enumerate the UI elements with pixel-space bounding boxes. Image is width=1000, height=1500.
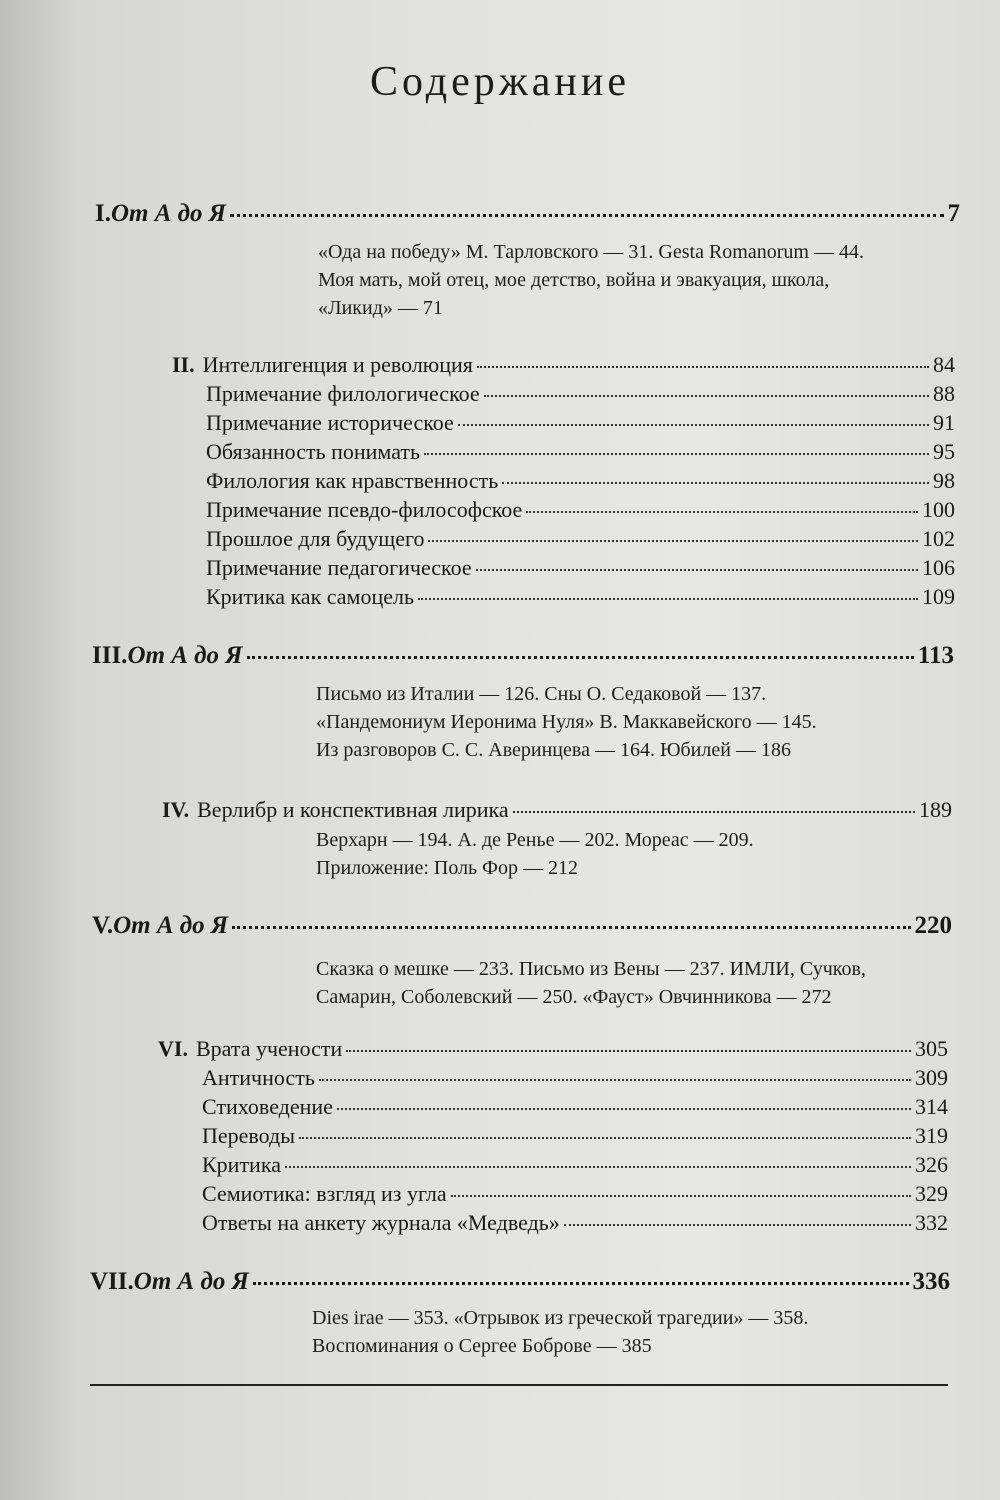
toc-entry (202, 1094, 948, 1120)
page-number: 7 (947, 200, 960, 227)
dot-leader (428, 540, 918, 542)
part-title: От А до Я (110, 200, 227, 227)
dot-leader (424, 453, 929, 455)
chapter-4-notes (316, 826, 754, 882)
entry-title: Прошлое для будущего (206, 526, 425, 551)
note-line: Приложение: Поль Фор — 212 (316, 857, 578, 879)
note-line: Сказка о мешке — 233. Письмо из Вены — 237. ИМЛИ, Сучков, (316, 958, 866, 980)
toc-entry (206, 526, 955, 552)
toc-entry (206, 410, 955, 436)
entry-title: Семиотика: взгляд из угла (202, 1181, 447, 1206)
page-number: 98 (933, 468, 955, 493)
page-number: 305 (915, 1036, 948, 1061)
page-number: 332 (915, 1210, 948, 1235)
page-number: 326 (915, 1152, 948, 1177)
chapter-title: Верлибр и конспективная лирика (197, 797, 509, 822)
page-number: 113 (917, 642, 954, 669)
part-number: VII. (90, 1268, 134, 1295)
part-title: От А до Я (133, 1268, 249, 1295)
part-title: От А до Я (113, 912, 229, 939)
chapter-number: VI. (158, 1036, 188, 1061)
part-number: I. (95, 200, 111, 227)
dot-leader (337, 1108, 911, 1110)
chapter-title: Интеллигенция и революция (202, 352, 473, 377)
chapter-title: Врата учености (195, 1036, 343, 1061)
dot-leader (484, 395, 929, 397)
note-line: Самарин, Соболевский — 250. «Фауст» Овчинникова — 272 (316, 986, 832, 1008)
page-number: 314 (915, 1094, 948, 1119)
toc-entry (206, 381, 955, 407)
entry-title: Примечание псевдо-философское (206, 497, 523, 522)
page-number: 329 (915, 1181, 948, 1206)
note-line: «Ликид» — 71 (318, 297, 443, 319)
dot-leader (285, 1166, 911, 1168)
toc-entry (206, 555, 955, 581)
dot-leader (526, 511, 918, 513)
dot-leader (230, 214, 943, 217)
dot-leader (232, 926, 910, 929)
note-line: Из разговоров С. С. Аверинцева — 164. Юбилей — 186 (316, 739, 791, 761)
dot-leader (502, 482, 929, 484)
dot-leader (299, 1137, 911, 1139)
toc-entry (202, 1181, 948, 1207)
dot-leader (476, 569, 918, 571)
entry-title: Критика (202, 1152, 281, 1177)
toc-chapter-6 (158, 1036, 948, 1062)
toc-entry (202, 1210, 948, 1236)
toc-entry (206, 468, 955, 494)
toc-entry (206, 439, 955, 465)
toc-chapter-4 (162, 797, 952, 823)
note-line: Воспоминания о Сергее Боброве — 385 (312, 1335, 652, 1357)
part-number: III. (92, 642, 128, 669)
dot-leader (451, 1195, 911, 1197)
note-line: Письмо из Италии — 126. Сны О. Седаковой — 137. (316, 683, 767, 705)
toc-entry (206, 497, 955, 523)
page-number: 109 (922, 584, 955, 609)
entry-title: Критика как самоцель (206, 584, 415, 609)
page-number: 106 (922, 555, 955, 580)
entry-title: Примечание педагогическое (206, 555, 472, 580)
note-line: «Пандемониум Иеронима Нуля» В. Маккавейского — 145. (316, 711, 817, 733)
toc-part-5 (92, 912, 952, 940)
note-line: «Ода на победу» М. Тарловского — 31. Gesta Romanorum — 44. (318, 241, 864, 263)
dot-leader (346, 1050, 911, 1052)
toc-entry (202, 1065, 948, 1091)
page-title: Содержание (369, 59, 631, 105)
dot-leader (477, 366, 929, 368)
note-line: Верхарн — 194. А. де Ренье — 202. Мореас — 209. (316, 829, 754, 851)
page-number: 102 (922, 526, 955, 551)
part-3-notes (316, 680, 817, 764)
dot-leader (458, 424, 929, 426)
dot-leader (253, 1282, 909, 1285)
entry-title: Переводы (202, 1123, 295, 1148)
part-1-notes (318, 238, 864, 322)
entry-title: Ответы на анкету журнала «Медведь» (202, 1210, 560, 1235)
bottom-rule (90, 1384, 948, 1386)
entry-title: Примечание историческое (206, 410, 454, 435)
part-number: V. (92, 912, 114, 939)
toc-entry (206, 584, 955, 610)
page-number: 88 (933, 381, 955, 406)
dot-leader (418, 598, 918, 600)
toc-part-7 (90, 1268, 950, 1296)
dot-leader (319, 1079, 911, 1081)
toc-part-1 (95, 200, 960, 228)
entry-title: Античность (202, 1065, 315, 1090)
part-7-notes (312, 1304, 808, 1360)
entry-title: Примечание филологическое (206, 381, 480, 406)
page-number: 189 (919, 797, 952, 822)
dot-leader (564, 1224, 911, 1226)
toc-chapter-2 (172, 352, 955, 378)
dot-leader (513, 811, 915, 813)
entry-title: Стиховедение (202, 1094, 333, 1119)
page-number: 100 (922, 497, 955, 522)
page-number: 319 (915, 1123, 948, 1148)
toc-entry (202, 1123, 948, 1149)
dot-leader (247, 656, 914, 659)
entry-title: Филология как нравственность (206, 468, 499, 493)
part-title: От А до Я (127, 642, 243, 669)
chapter-number: IV. (162, 797, 190, 822)
page-number: 336 (912, 1268, 950, 1295)
page-number: 95 (933, 439, 955, 464)
page-number: 84 (933, 352, 955, 377)
entry-title: Обязанность понимать (206, 439, 421, 464)
note-line: Dies irae — 353. «Отрывок из греческой трагедии» — 358. (312, 1307, 809, 1329)
toc-entry (202, 1152, 948, 1178)
chapter-number: II. (172, 352, 195, 377)
page-number: 309 (915, 1065, 948, 1090)
part-5-notes (316, 955, 866, 1011)
note-line: Моя мать, мой отец, мое детство, война и эвакуация, школа, (318, 269, 830, 291)
page-number: 220 (914, 912, 952, 939)
toc-part-3 (92, 642, 954, 670)
page-number: 91 (933, 410, 955, 435)
